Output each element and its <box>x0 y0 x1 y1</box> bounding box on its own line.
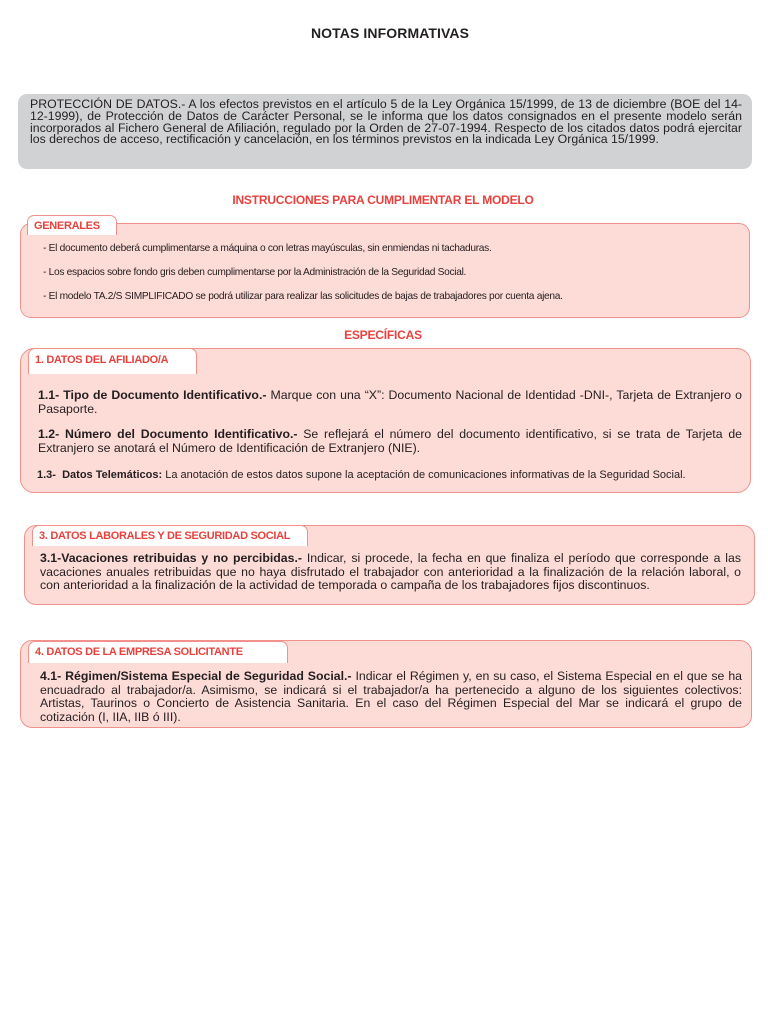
empresa-item-4-1 <box>40 670 742 724</box>
afiliado-item-1-1 <box>38 389 742 416</box>
item-1-3-number: 1.3- <box>37 469 56 481</box>
laborales-tab: 3. DATOS LABORALES Y DE SEGURIDAD SOCIAL <box>32 525 308 546</box>
item-1-3-text: La anotación de estos datos supone la aceptación de comunicaciones informativas de la Seguridad Social. <box>162 469 686 481</box>
afiliado-item-1-3 <box>37 469 686 483</box>
item-1-1-text: Marque con una “X”: Documento Nacional de Identidad -DNI-, Tarjeta de Extranjero o Pasaporte. <box>38 388 742 416</box>
laborales-item-3-1 <box>40 552 741 593</box>
privacy-text: PROTECCIÓN DE DATOS.- A los efectos previstos en el artículo 5 de la Ley Orgánica 15/1999, de 13 de diciembre (BOE del 14-12-1999), de Protección de Datos de Carácter Personal, se le informa que los datos consignados en el presente modelo serán incorporados al Fichero General de Afiliación, regulado por la Orden de 27-07-1994. Respecto de los citados datos podrá ejercitar los derechos de acceso, rectificación y cancelación, en los términos previstos en la indicada Ley Orgánica 15/1999. <box>30 97 742 147</box>
empresa-tab: 4. DATOS DE LA EMPRESA SOLICITANTE <box>28 641 288 663</box>
generales-item-1: - El documento deberá cumplimentarse a máquina o con letras mayúsculas, sin enmiendas ni tachaduras. <box>43 243 492 254</box>
item-3-1-text: Indicar, si procede, la fecha en que finaliza el período que corresponde a las vacaciones anuales retribuidas que no haya disfrutado el trabajador con anterioridad a la finalización de la relación laboral, o con anterioridad a la finalización de la actividad de temporada o campaña de los trabajadores fijos discontinuos. <box>40 551 741 593</box>
generales-item-3: - El modelo TA.2/S SIMPLIFICADO se podrá utilizar para realizar las solicitudes de bajas de trabajadores por cuenta ajena. <box>43 291 563 302</box>
instructions-heading: INSTRUCCIONES PARA CUMPLIMENTAR EL MODELO <box>232 193 534 207</box>
item-1-2-text: Se reflejará el número del documento identificativo, si se trata de Tarjeta de Extranjero se anotará el Número de Identificación de Extranjero (NIE). <box>38 427 742 455</box>
afiliado-item-1-2 <box>38 428 742 455</box>
item-4-1-title: 4.1- Régimen/Sistema Especial de Seguridad Social.- <box>40 669 352 683</box>
page-title: NOTAS INFORMATIVAS <box>310 25 470 41</box>
item-1-3-title: Datos Telemáticos: <box>62 469 163 481</box>
privacy-notice <box>18 94 752 169</box>
item-3-1-title: 3.1-Vacaciones retribuidas y no percibidas.- <box>40 551 302 565</box>
especificas-heading: ESPECÍFICAS <box>344 328 422 342</box>
afiliado-tab: 1. DATOS DEL AFILIADO/A <box>28 348 197 374</box>
item-1-2-title: 1.2- Número del Documento Identificativo.- <box>38 427 298 441</box>
generales-tab: GENERALES <box>27 215 117 235</box>
item-1-1-title: 1.1- Tipo de Documento Identificativo.- <box>38 388 267 402</box>
generales-item-2: - Los espacios sobre fondo gris deben cumplimentarse por la Administración de la Seguridad Social. <box>43 267 467 278</box>
item-4-1-text: Indicar el Régimen y, en su caso, el Sistema Especial en el que se ha encuadrado al trabajador/a. Asimismo, se indicará si el trabajador/a ha pertenecido a alguno de los siguientes colectivos: Artistas, Taurinos o Concierto de Asistencia Sanitaria. En el caso del Régimen Especial del Mar se indicará el grupo de cotización (I, IIA, IIB ó III). <box>40 669 742 724</box>
